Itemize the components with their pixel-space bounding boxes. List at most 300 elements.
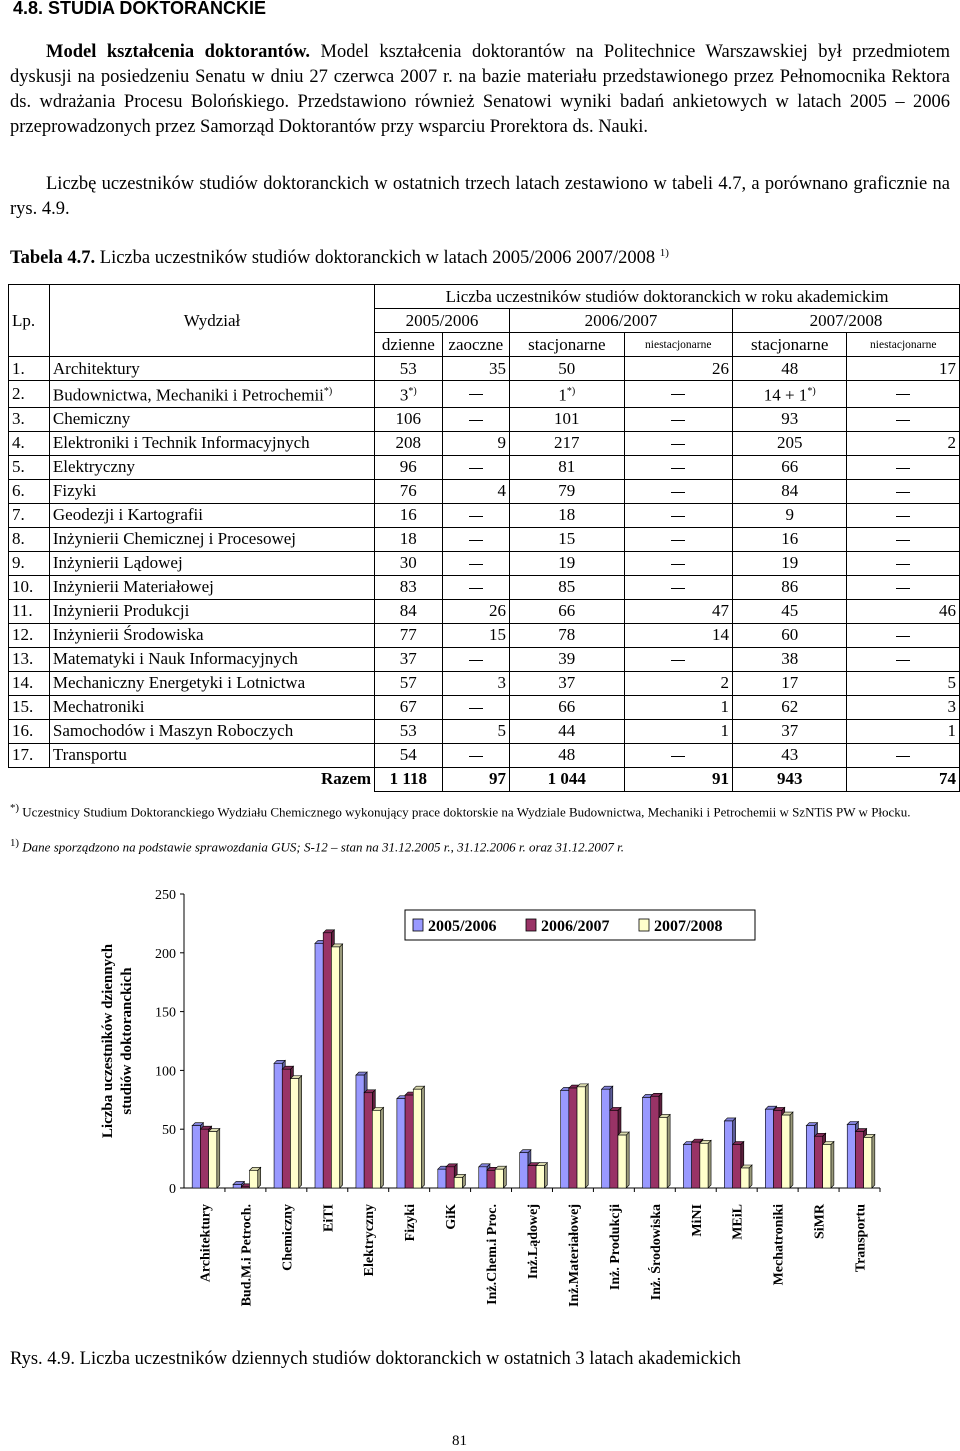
bar [192, 1126, 200, 1188]
total-value: 1 044 [510, 767, 625, 791]
cell-value [442, 743, 509, 767]
bar [847, 1124, 855, 1188]
figure-caption: Rys. 4.9. Liczba uczestników dziennych studiów doktoranckich w ostatnich 3 latach akademickich [10, 1349, 741, 1369]
cell-value: 45 [732, 599, 847, 623]
table-caption [10, 247, 669, 269]
bar-side [749, 1165, 752, 1188]
legend-label: 2006/2007 [541, 918, 610, 935]
cell-value [847, 575, 960, 599]
paragraph2-text: Liczbę uczestników studiów doktoranckich w ostatnich trzech latach zestawiono w tabeli 4.7, a porównano graficznie na rys. 4.9. [10, 174, 950, 219]
dash-mark [896, 564, 910, 565]
cell-wydzial: Transportu [49, 743, 374, 767]
cell-value [442, 455, 509, 479]
cell-value: 26 [624, 357, 732, 381]
cell-wydzial: Inżynierii Produkcji [49, 599, 374, 623]
x-category-label: Bud.M.i Petroch. [239, 1204, 255, 1307]
bar [438, 1169, 446, 1188]
header-year: 2007/2008 [732, 309, 959, 333]
bar [618, 1135, 626, 1188]
x-category-label: MEiL [730, 1204, 746, 1240]
cell-value: 26 [442, 599, 509, 623]
footnote-star-text: Uczestnicy Studium Doktoranckiego Wydziału Chemicznego wykonujący prace doktorskie na Wydziale Budownictwa, Mechaniki i Petrochemii w SzNTiS PW w Płocku. [19, 804, 911, 820]
footnote-star-mark: *) [10, 802, 20, 814]
cell-lp: 12. [9, 623, 50, 647]
cell-value: 54 [375, 743, 442, 767]
cell-value: 1 [624, 719, 732, 743]
cell-value [442, 503, 509, 527]
dash-mark [896, 516, 910, 517]
header-year: 2006/2007 [510, 309, 733, 333]
section-heading: 4.8. STUDIA DOKTORANCKIE [13, 0, 267, 18]
cell-value: 79 [510, 479, 625, 503]
legend-swatch [413, 919, 423, 931]
header-lp: Lp. [9, 285, 50, 357]
cell-wydzial: Elektryczny [49, 455, 374, 479]
cell-value [847, 503, 960, 527]
cell-value: 50 [510, 357, 625, 381]
bar [774, 1110, 782, 1188]
cell-lp: 10. [9, 575, 50, 599]
cell-wydzial: Budownictwa, Mechaniki i Petrochemii*) [49, 381, 374, 408]
footnote-one-text: Dane sporządzono na podstawie sprawozdania GUS; S-12 – stan na 31.12.2005 r., 31.12.2006 r. oraz 31.12.2007 r. [19, 839, 624, 855]
total-value: 74 [847, 767, 960, 791]
cell-value: 43 [732, 743, 847, 767]
header-sub: zaoczne [442, 333, 509, 357]
header-sub: stacjonarne [732, 333, 847, 357]
dash-mark [896, 660, 910, 661]
cell-value: 48 [510, 743, 625, 767]
cell-value: 57 [375, 671, 442, 695]
header-wydzial: Wydział [49, 285, 374, 357]
x-category-label: Inż. Środowiska [648, 1204, 664, 1301]
bar [250, 1170, 258, 1188]
dash-mark [671, 420, 685, 421]
cell-value: 15 [510, 527, 625, 551]
y-tick-label: 100 [155, 1064, 176, 1080]
cell-value: 15 [442, 623, 509, 647]
cell-value: 37 [732, 719, 847, 743]
dash-mark [469, 468, 483, 469]
x-category-label: Fizyki [403, 1204, 419, 1242]
x-category-label: Transportu [853, 1204, 869, 1273]
dash-mark [671, 660, 685, 661]
table-row [9, 455, 960, 479]
cell-value: 14 + 1*) [732, 381, 847, 408]
x-category-label: EiTI [321, 1204, 337, 1233]
cell-wydzial: Elektroniki i Technik Informacyjnych [49, 431, 374, 455]
bar [782, 1115, 790, 1188]
bar [651, 1096, 659, 1188]
legend-label: 2005/2006 [428, 918, 497, 935]
bar [765, 1109, 773, 1188]
bar [315, 943, 323, 1188]
cell-value: 9 [442, 431, 509, 455]
cell-value [624, 527, 732, 551]
cell-value: 208 [375, 431, 442, 455]
table-row [9, 671, 960, 695]
dash-mark [469, 420, 483, 421]
cell-lp: 15. [9, 695, 50, 719]
cell-lp: 11. [9, 599, 50, 623]
bar [855, 1132, 863, 1188]
y-tick-label: 50 [162, 1123, 176, 1139]
bar [741, 1168, 749, 1188]
legend-swatch [526, 919, 536, 931]
cell-value [624, 503, 732, 527]
bar [397, 1099, 405, 1188]
dash-mark [896, 756, 910, 757]
cell-value: 67 [375, 695, 442, 719]
cell-value: 1*) [510, 381, 625, 408]
y-tick-label: 200 [155, 946, 176, 962]
table-total-row [9, 767, 960, 791]
paragraph-text: Model kształcenia doktorantów na Politechnice Warszawskiej był przedmiotem dyskusji na posiedzeniu Senatu w dniu 27 czerwca 2007 r. na bazie materiału przedstawionego przez Pełnomocnika Rektora ds. wdrażania Procesu Bolońskiego. Przedstawiono również Senatowi wyniki badań ankietowych w latach 2005 – 2006 przeprowadzonych przez Samorząd Doktorantów przy wsparciu Prorektora ds. Nauki. [10, 42, 950, 137]
table-row [9, 381, 960, 408]
cell-lp: 17. [9, 743, 50, 767]
cell-value: 37 [510, 671, 625, 695]
cell-value: 38 [732, 647, 847, 671]
cell-value: 4 [442, 479, 509, 503]
bar-side [421, 1086, 424, 1188]
cell-lp: 6. [9, 479, 50, 503]
bar [536, 1166, 544, 1188]
dash-mark [671, 492, 685, 493]
header-group: Liczba uczestników studiów doktoranckich w roku akademickim [375, 285, 960, 309]
cell-value: 19 [732, 551, 847, 575]
dash-mark [671, 540, 685, 541]
table-caption-label: Tabela 4.7. [10, 248, 96, 269]
cell-lp: 7. [9, 503, 50, 527]
cell-value: 85 [510, 575, 625, 599]
cell-value: 81 [510, 455, 625, 479]
cell-value: 77 [375, 623, 442, 647]
table-row [9, 527, 960, 551]
cell-lp: 14. [9, 671, 50, 695]
table-row [9, 431, 960, 455]
cell-value: 19 [510, 551, 625, 575]
bar-side [831, 1141, 834, 1188]
dash-mark [469, 756, 483, 757]
cell-wydzial: Geodezji i Kartografii [49, 503, 374, 527]
bar [200, 1129, 208, 1188]
bar-side [503, 1166, 506, 1188]
x-category-label: Inż.Lądowej [526, 1204, 541, 1280]
dash-mark [469, 660, 483, 661]
bar [290, 1079, 298, 1188]
dash-mark [896, 468, 910, 469]
bar [446, 1167, 454, 1188]
cell-value: 93 [732, 407, 847, 431]
cell-lp: 1. [9, 357, 50, 381]
x-category-label: SiMR [812, 1204, 828, 1239]
cell-value [847, 647, 960, 671]
bar-side [708, 1140, 711, 1188]
y-axis-label: Liczba uczestników dziennych studiów doktoranckich [100, 943, 135, 1139]
cell-value: 78 [510, 623, 625, 647]
bar [561, 1090, 569, 1188]
cell-value: 46 [847, 599, 960, 623]
table-row [9, 479, 960, 503]
cell-wydzial: Samochodów i Maszyn Roboczych [49, 719, 374, 743]
bar [724, 1121, 732, 1188]
cell-value: 5 [442, 719, 509, 743]
bar [209, 1132, 217, 1188]
bar-side [381, 1107, 384, 1188]
dash-mark [671, 588, 685, 589]
bar [700, 1143, 708, 1188]
table-row [9, 623, 960, 647]
cell-value: 3*) [375, 381, 442, 408]
table-row [9, 407, 960, 431]
cell-wydzial: Matematyki i Nauk Informacyjnych [49, 647, 374, 671]
cell-value [624, 575, 732, 599]
cell-value: 62 [732, 695, 847, 719]
table-row [9, 357, 960, 381]
cell-value [624, 743, 732, 767]
cell-lp: 2. [9, 381, 50, 408]
paragraph-model [10, 40, 950, 140]
footnote-one [10, 835, 624, 855]
total-value: 1 118 [375, 767, 442, 791]
cell-value [442, 381, 509, 408]
cell-value: 66 [510, 599, 625, 623]
header-year: 2005/2006 [375, 309, 510, 333]
bar [495, 1169, 503, 1188]
cell-value [442, 551, 509, 575]
bar [823, 1144, 831, 1188]
cell-value: 205 [732, 431, 847, 455]
total-label: Razem [321, 769, 372, 789]
table-row [9, 647, 960, 671]
bar [602, 1089, 610, 1188]
cell-value: 48 [732, 357, 847, 381]
bar [274, 1063, 282, 1188]
cell-value: 16 [732, 527, 847, 551]
cell-value: 18 [510, 503, 625, 527]
cell-value: 1 [847, 719, 960, 743]
cell-value: 106 [375, 407, 442, 431]
cell-value [624, 455, 732, 479]
bar [520, 1153, 528, 1188]
table-caption-sup: 1) [659, 247, 669, 259]
table-row [9, 719, 960, 743]
bar [733, 1144, 741, 1188]
bar-side [667, 1114, 670, 1188]
cell-wydzial: Inżynierii Chemicznej i Procesowej [49, 527, 374, 551]
cell-lp: 5. [9, 455, 50, 479]
cell-wydzial: Chemiczny [49, 407, 374, 431]
cell-value [624, 551, 732, 575]
bar [331, 947, 339, 1188]
cell-lp: 4. [9, 431, 50, 455]
cell-value: 17 [847, 357, 960, 381]
cell-wydzial: Inżynierii Środowiska [49, 623, 374, 647]
cell-value: 96 [375, 455, 442, 479]
bar [577, 1087, 585, 1188]
cell-value: 217 [510, 431, 625, 455]
dash-mark [896, 636, 910, 637]
x-category-label: Inż.Chem.i Proc. [485, 1204, 501, 1305]
cell-value: 66 [510, 695, 625, 719]
cell-value: 76 [375, 479, 442, 503]
bar [643, 1097, 651, 1188]
bar [454, 1177, 462, 1188]
bar-side [790, 1112, 793, 1188]
bar [814, 1136, 822, 1188]
x-category-label: Chemiczny [280, 1204, 296, 1271]
cell-value [847, 551, 960, 575]
cell-value: 35 [442, 357, 509, 381]
table-row [9, 575, 960, 599]
cell-wydzial: Inżynierii Lądowej [49, 551, 374, 575]
bar [610, 1110, 618, 1188]
cell-value: 9 [732, 503, 847, 527]
cell-value [847, 743, 960, 767]
legend-label: 2007/2008 [654, 918, 723, 935]
dash-mark [671, 756, 685, 757]
dash-mark [896, 540, 910, 541]
cell-value: 37 [375, 647, 442, 671]
cell-value: 18 [375, 527, 442, 551]
bar [806, 1126, 814, 1188]
header-sub: niestacjonarne [624, 333, 732, 357]
bar [683, 1144, 691, 1188]
cell-wydzial: Mechaniczny Energetyki i Lotnictwa [49, 671, 374, 695]
dash-mark [896, 420, 910, 421]
table-caption-text: Liczba uczestników studiów doktoranckich w latach 2005/2006 2007/2008 [95, 248, 660, 269]
total-value: 91 [624, 767, 732, 791]
cell-value: 30 [375, 551, 442, 575]
dash-mark [469, 516, 483, 517]
cell-value: 3 [442, 671, 509, 695]
cell-wydzial: Fizyki [49, 479, 374, 503]
bar-chart [0, 870, 960, 1340]
bar [864, 1137, 872, 1188]
cell-value: 3 [847, 695, 960, 719]
cell-value: 17 [732, 671, 847, 695]
cell-value [442, 575, 509, 599]
cell-value [847, 479, 960, 503]
cell-value: 53 [375, 357, 442, 381]
cell-value: 14 [624, 623, 732, 647]
cell-value [624, 647, 732, 671]
bar [692, 1142, 700, 1188]
cell-wydzial: Mechatroniki [49, 695, 374, 719]
bar-side [872, 1134, 875, 1188]
paragraph-table-intro [10, 172, 950, 222]
dash-mark [469, 394, 483, 395]
bar [282, 1069, 290, 1188]
cell-wydzial: Inżynierii Materiałowej [49, 575, 374, 599]
bar [233, 1184, 241, 1188]
cell-value [624, 407, 732, 431]
table-row [9, 743, 960, 767]
cell-value: 39 [510, 647, 625, 671]
y-tick-label: 150 [155, 1005, 176, 1021]
dash-mark [469, 564, 483, 565]
x-category-label: Inż.Materiałowej [566, 1204, 582, 1308]
bar [569, 1088, 577, 1188]
cell-lp: 8. [9, 527, 50, 551]
legend-swatch [639, 919, 649, 931]
table-row [9, 551, 960, 575]
cell-value: 101 [510, 407, 625, 431]
bar-side [340, 944, 343, 1188]
table-row [9, 695, 960, 719]
bar [356, 1075, 364, 1188]
bar [487, 1170, 495, 1188]
bar [241, 1187, 249, 1188]
bar [364, 1093, 372, 1188]
cell-value: 53 [375, 719, 442, 743]
footnote-one-mark: 1) [10, 837, 20, 849]
bar-side [258, 1167, 261, 1188]
bar [659, 1117, 667, 1188]
dash-mark [469, 588, 483, 589]
dash-mark [671, 564, 685, 565]
bar [405, 1095, 413, 1188]
dash-mark [671, 444, 685, 445]
cell-value: 84 [732, 479, 847, 503]
cell-value: 86 [732, 575, 847, 599]
bar [323, 933, 331, 1188]
x-category-label: Inż. Produkcji [607, 1204, 623, 1291]
x-category-label: Architektury [198, 1204, 214, 1283]
bar-side [585, 1084, 588, 1188]
cell-value [624, 479, 732, 503]
cell-value [847, 407, 960, 431]
cell-value [847, 527, 960, 551]
bar-side [217, 1129, 220, 1188]
bar [413, 1089, 421, 1188]
page-number: 81 [452, 1433, 467, 1449]
total-value: 97 [442, 767, 509, 791]
x-category-label: GiK [444, 1204, 460, 1230]
footnote-star [10, 800, 911, 820]
cell-value [847, 381, 960, 408]
cell-value: 66 [732, 455, 847, 479]
dash-mark [896, 588, 910, 589]
cell-value: 16 [375, 503, 442, 527]
cell-value: 47 [624, 599, 732, 623]
table-row [9, 599, 960, 623]
dash-mark [469, 708, 483, 709]
cell-lp: 13. [9, 647, 50, 671]
cell-lp: 3. [9, 407, 50, 431]
bar-side [544, 1163, 547, 1188]
cell-value: 83 [375, 575, 442, 599]
cell-wydzial: Architektury [49, 357, 374, 381]
cell-value: 2 [624, 671, 732, 695]
cell-value [442, 527, 509, 551]
bar-side [299, 1076, 302, 1188]
cell-value [847, 455, 960, 479]
cell-value [624, 381, 732, 408]
x-category-label: Elektryczny [362, 1204, 378, 1277]
total-value: 943 [732, 767, 847, 791]
cell-value [442, 695, 509, 719]
bar [479, 1167, 487, 1188]
header-sub: dzienne [375, 333, 442, 357]
cell-value [847, 623, 960, 647]
header-sub: niestacjonarne [847, 333, 960, 357]
cell-value: 84 [375, 599, 442, 623]
cell-value [442, 407, 509, 431]
bar [372, 1110, 380, 1188]
cell-lp: 9. [9, 551, 50, 575]
cell-value: 44 [510, 719, 625, 743]
header-sub: stacjonarne [510, 333, 625, 357]
